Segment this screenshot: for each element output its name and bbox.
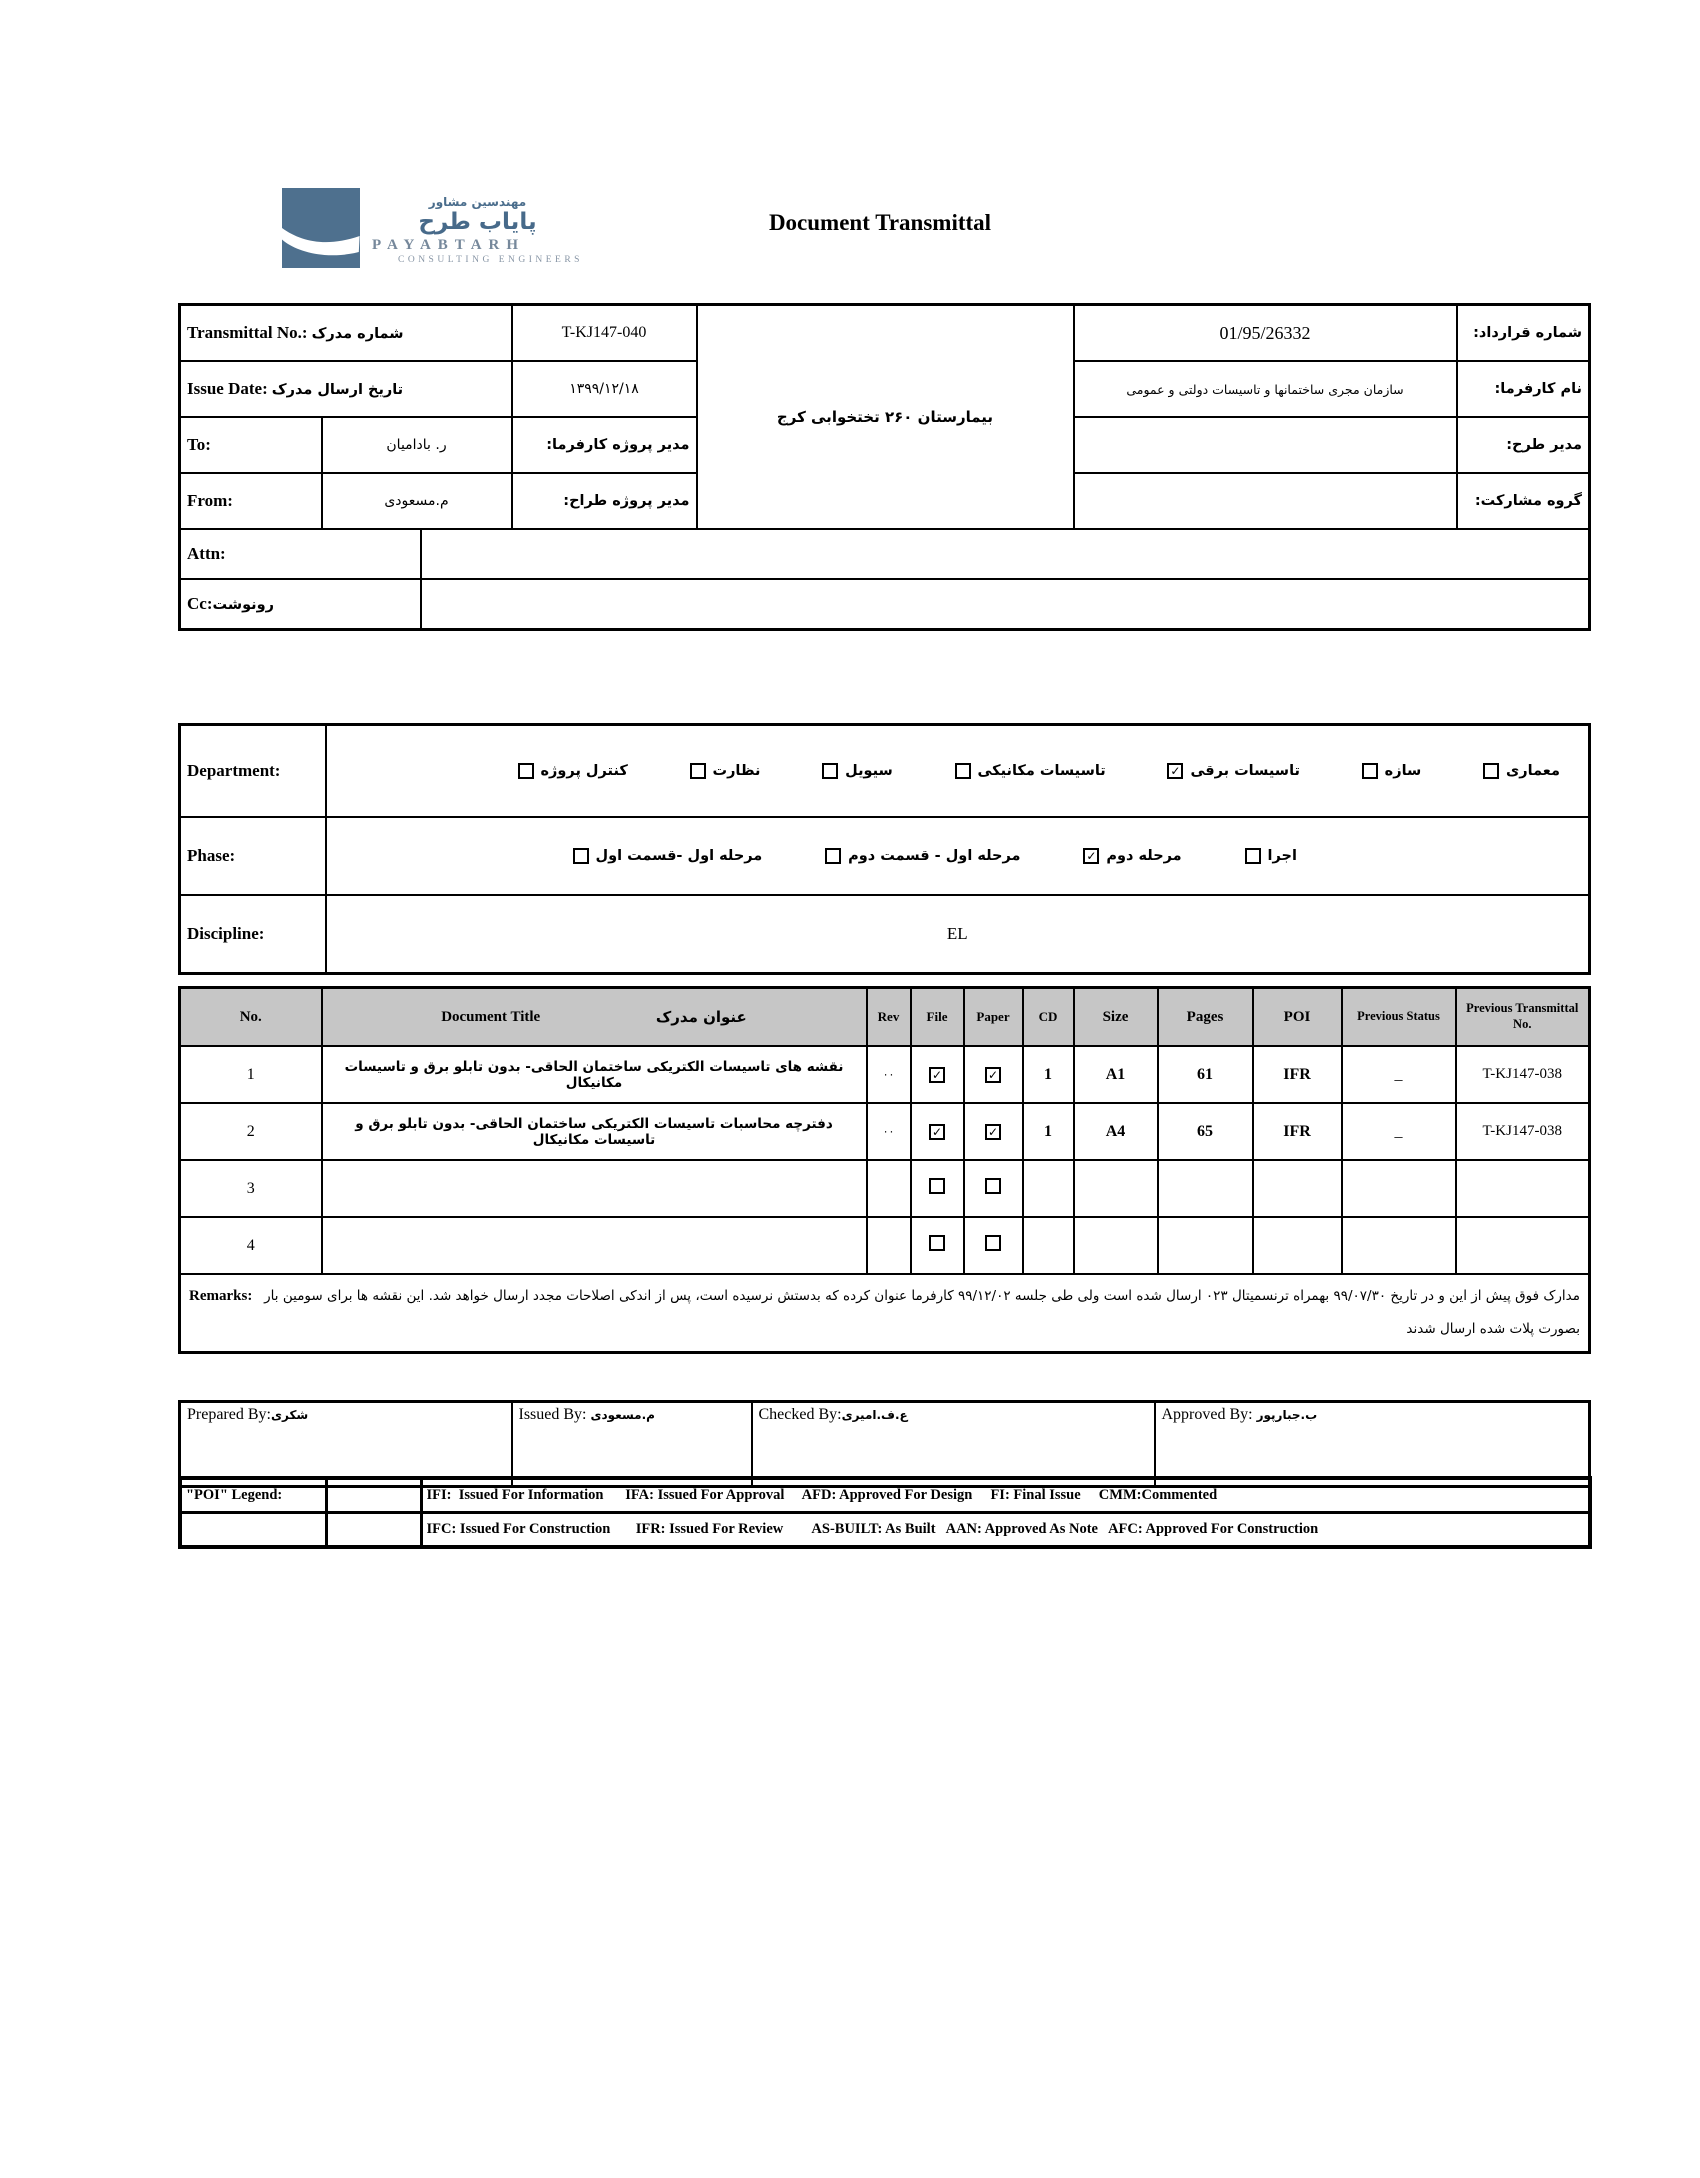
issue-date-label-fa: تاریخ ارسال مدرک [271, 382, 404, 398]
doc-prev-status [1342, 1217, 1456, 1274]
phase-option-stage1-part2: مرحله اول - قسمت دوم [825, 848, 1020, 864]
design-manager-label: مدیر طرح: [1457, 417, 1590, 473]
poi-legend-label: "POI" Legend: [180, 1478, 326, 1513]
document-row [180, 1046, 1590, 1103]
partnership-label: گروه مشارکت: [1457, 473, 1590, 529]
paper-checkbox[interactable] [985, 1235, 1001, 1251]
checkbox[interactable] [1245, 848, 1261, 864]
poi-legend-table [178, 1476, 1592, 1549]
col-poi: POI [1253, 988, 1342, 1047]
doc-size [1074, 1217, 1158, 1274]
checkbox[interactable] [825, 848, 841, 864]
to-label: To: [187, 435, 211, 454]
prepared-by-cell [180, 1402, 512, 1487]
transmittal-no-value: T-KJ147-040 [512, 305, 697, 362]
phase-option-stage1-part1: مرحله اول -قسمت اول [573, 848, 763, 864]
doc-cd: 1 [1023, 1103, 1074, 1160]
phase-label: Phase: [187, 846, 236, 865]
design-manager-value [1074, 417, 1457, 473]
col-cd: CD [1023, 988, 1074, 1047]
doc-title [322, 1160, 867, 1217]
department-label: Department: [187, 761, 281, 780]
row-attn [180, 529, 1590, 579]
remarks-text: مدارک فوق پیش از این و در تاریخ ۹۹/۰۷/۳۰ بهمراه ترنسمیتال ۰۲۳ ارسال شده است ولی طی جلسه ۹۹/۱۲/۰۲ کارفرما عنوان کرده که بدستش نرسیده است، پس از اندکی اصلاحات مجدد ارسال خواهد شد. این نقشه ها برای سومین بار بصورت پلات شده ارسال شدند [264, 1288, 1580, 1337]
checkbox[interactable] [573, 848, 589, 864]
document-row [180, 1217, 1590, 1274]
doc-rev: ۰۰ [867, 1046, 911, 1103]
paper-checkbox[interactable] [985, 1178, 1001, 1194]
contract-no-label: شماره قرارداد: [1457, 305, 1590, 362]
col-prev-status: Previous Status [1342, 988, 1456, 1047]
document-row [180, 1160, 1590, 1217]
logo-tagline-fa: مهندسین مشاور [428, 195, 527, 209]
project-name: بیمارستان ۲۶۰ تختخوابی کرج [697, 305, 1074, 530]
issued-by-label: Issued By: [518, 1406, 587, 1423]
contract-no-value: 01/95/26332 [1074, 305, 1457, 362]
checkbox[interactable] [1362, 763, 1378, 779]
documents-table [178, 986, 1591, 1354]
file-checkbox[interactable]: ✓ [929, 1067, 945, 1083]
col-file: File [911, 988, 964, 1047]
checkbox[interactable]: ✓ [1167, 763, 1183, 779]
doc-prev-status [1342, 1160, 1456, 1217]
doc-cd: 1 [1023, 1046, 1074, 1103]
dept-option-architecture: معماری [1483, 763, 1560, 779]
doc-prev-status: _ [1342, 1103, 1456, 1160]
from-role-label: مدیر پروژه طراح: [512, 473, 697, 529]
issue-date-label-en: Issue Date: [187, 379, 268, 398]
doc-pages: 65 [1158, 1103, 1253, 1160]
discipline-value: EL [326, 895, 1590, 974]
file-checkbox[interactable] [929, 1178, 945, 1194]
file-checkbox[interactable] [929, 1235, 945, 1251]
doc-poi [1253, 1217, 1342, 1274]
doc-pages [1158, 1217, 1253, 1274]
from-label: From: [187, 491, 233, 510]
col-size: Size [1074, 988, 1158, 1047]
client-name-label: نام کارفرما: [1457, 361, 1590, 417]
to-value: ر. بادامیان [322, 417, 512, 473]
doc-prev-transmittal: T-KJ147-038 [1456, 1103, 1590, 1160]
cc-value [421, 579, 1590, 630]
doc-poi: IFR [1253, 1103, 1342, 1160]
doc-prev-transmittal: T-KJ147-038 [1456, 1046, 1590, 1103]
doc-cd [1023, 1217, 1074, 1274]
col-title-fa: عنوان مدرک [655, 1008, 747, 1026]
prepared-by-label: Prepared By: [187, 1406, 271, 1423]
doc-rev: ۰۰ [867, 1103, 911, 1160]
attn-label: Attn: [187, 544, 226, 563]
discipline-label: Discipline: [187, 924, 265, 943]
transmittal-no-label-fa: شماره مدرک [311, 326, 404, 342]
documents-header-row [180, 988, 1590, 1047]
issued-by-cell [512, 1402, 752, 1487]
row-discipline [180, 895, 1590, 974]
page-title: Document Transmittal [768, 210, 992, 235]
doc-poi [1253, 1160, 1342, 1217]
dept-option-supervision: نظارت [690, 763, 761, 779]
checkbox[interactable] [822, 763, 838, 779]
col-paper: Paper [964, 988, 1023, 1047]
company-logo [282, 188, 612, 278]
dept-option-structure: سازه [1362, 763, 1422, 779]
prepared-by-name: شکری [270, 1408, 309, 1422]
checked-by-name: ع.ف.امیری [841, 1408, 908, 1422]
transmittal-no-label-en: Transmittal No.: [187, 323, 308, 342]
doc-poi: IFR [1253, 1046, 1342, 1103]
checkbox[interactable] [955, 763, 971, 779]
transmittal-info-table [178, 303, 1591, 631]
issue-date-value: ۱۳۹۹/۱۲/۱۸ [512, 361, 697, 417]
paper-checkbox[interactable]: ✓ [985, 1124, 1001, 1140]
remarks-label: Remarks: [189, 1288, 253, 1304]
row-transmittal-no [180, 305, 1590, 362]
cc-label-en: Cc: [187, 594, 213, 613]
from-value: م.مسعودی [322, 473, 512, 529]
doc-rev [867, 1160, 911, 1217]
doc-size [1074, 1160, 1158, 1217]
doc-title: نقشه های تاسیسات الکتریکی ساختمان الحاقی- بدون تابلو برق و تاسیسات مکانیکال [322, 1046, 867, 1103]
logo-subtitle: CONSULTING ENGINEERS [398, 255, 583, 266]
doc-cd [1023, 1160, 1074, 1217]
doc-prev-status: _ [1342, 1046, 1456, 1103]
checked-by-label: Checked By: [758, 1406, 842, 1423]
row-phase [180, 817, 1590, 895]
doc-pages [1158, 1160, 1253, 1217]
doc-size: A4 [1074, 1103, 1158, 1160]
doc-no: 1 [180, 1046, 322, 1103]
logo-brand-en: PAYABTARH [372, 236, 526, 253]
doc-pages: 61 [1158, 1046, 1253, 1103]
checked-by-cell [752, 1402, 1155, 1487]
doc-title: دفترچه محاسبات تاسیسات الکتریکی ساختمان الحاقی- بدون تابلو برق و تاسیسات مکانیکال [322, 1103, 867, 1160]
col-prev-transmittal: Previous Transmittal No. [1456, 988, 1590, 1047]
approved-by-label: Approved By: [1161, 1406, 1253, 1423]
classification-table [178, 723, 1591, 975]
doc-prev-transmittal [1456, 1160, 1590, 1217]
approved-by-name: ب.جبارپور [1256, 1408, 1318, 1422]
doc-no: 2 [180, 1103, 322, 1160]
checkbox[interactable]: ✓ [1083, 848, 1099, 864]
row-department [180, 725, 1590, 818]
signatures-table [178, 1400, 1591, 1488]
phase-option-stage2: ✓ مرحله دوم [1083, 848, 1181, 864]
phase-option-execution: اجرا [1245, 848, 1297, 864]
doc-no: 4 [180, 1217, 322, 1274]
attn-value [421, 529, 1590, 579]
paper-checkbox[interactable]: ✓ [985, 1067, 1001, 1083]
checkbox[interactable] [518, 763, 534, 779]
doc-size: A1 [1074, 1046, 1158, 1103]
remarks-row [180, 1274, 1590, 1353]
checkbox[interactable] [1483, 763, 1499, 779]
partnership-value [1074, 473, 1457, 529]
dept-option-electrical: ✓ تاسیسات برقی [1167, 763, 1300, 779]
client-name-value: سازمان مجری ساختمانها و تاسیسات دولتی و عمومی [1074, 361, 1457, 417]
logo-swoosh-icon [282, 188, 360, 268]
to-role-label: مدیر پروژه کارفرما: [512, 417, 697, 473]
cc-label-fa: رونوشت [212, 597, 274, 613]
remarks-text-block [189, 1280, 1580, 1346]
logo-brand-fa: پایاب طرح [418, 208, 537, 235]
file-checkbox[interactable]: ✓ [929, 1124, 945, 1140]
doc-title [322, 1217, 867, 1274]
poi-legend-empty-cell [326, 1478, 421, 1513]
document-row [180, 1103, 1590, 1160]
dept-option-control-project: کنترل پروژه [518, 763, 628, 779]
dept-option-mechanical: تاسیسات مکانیکی [955, 763, 1106, 779]
col-pages: Pages [1158, 988, 1253, 1047]
col-title-en: Document Title [441, 1008, 541, 1025]
approved-by-cell [1155, 1402, 1590, 1487]
doc-no: 3 [180, 1160, 322, 1217]
col-no: No. [180, 988, 322, 1047]
doc-prev-transmittal [1456, 1217, 1590, 1274]
col-rev: Rev [867, 988, 911, 1047]
dept-option-civil: سیویل [822, 763, 893, 779]
checkbox[interactable] [690, 763, 706, 779]
doc-rev [867, 1217, 911, 1274]
poi-legend-line2: IFC: Issued For Construction IFR: Issued For Review AS-BUILT: As Built AAN: Approved As Note AFC: Approved For Construction [421, 1513, 1590, 1548]
poi-legend-line1: IFI: Issued For Information IFA: Issued For Approval AFD: Approved For Design FI: Final Issue CMM:Commented [421, 1478, 1590, 1513]
issued-by-name: م.مسعودی [590, 1408, 655, 1422]
row-cc [180, 579, 1590, 630]
